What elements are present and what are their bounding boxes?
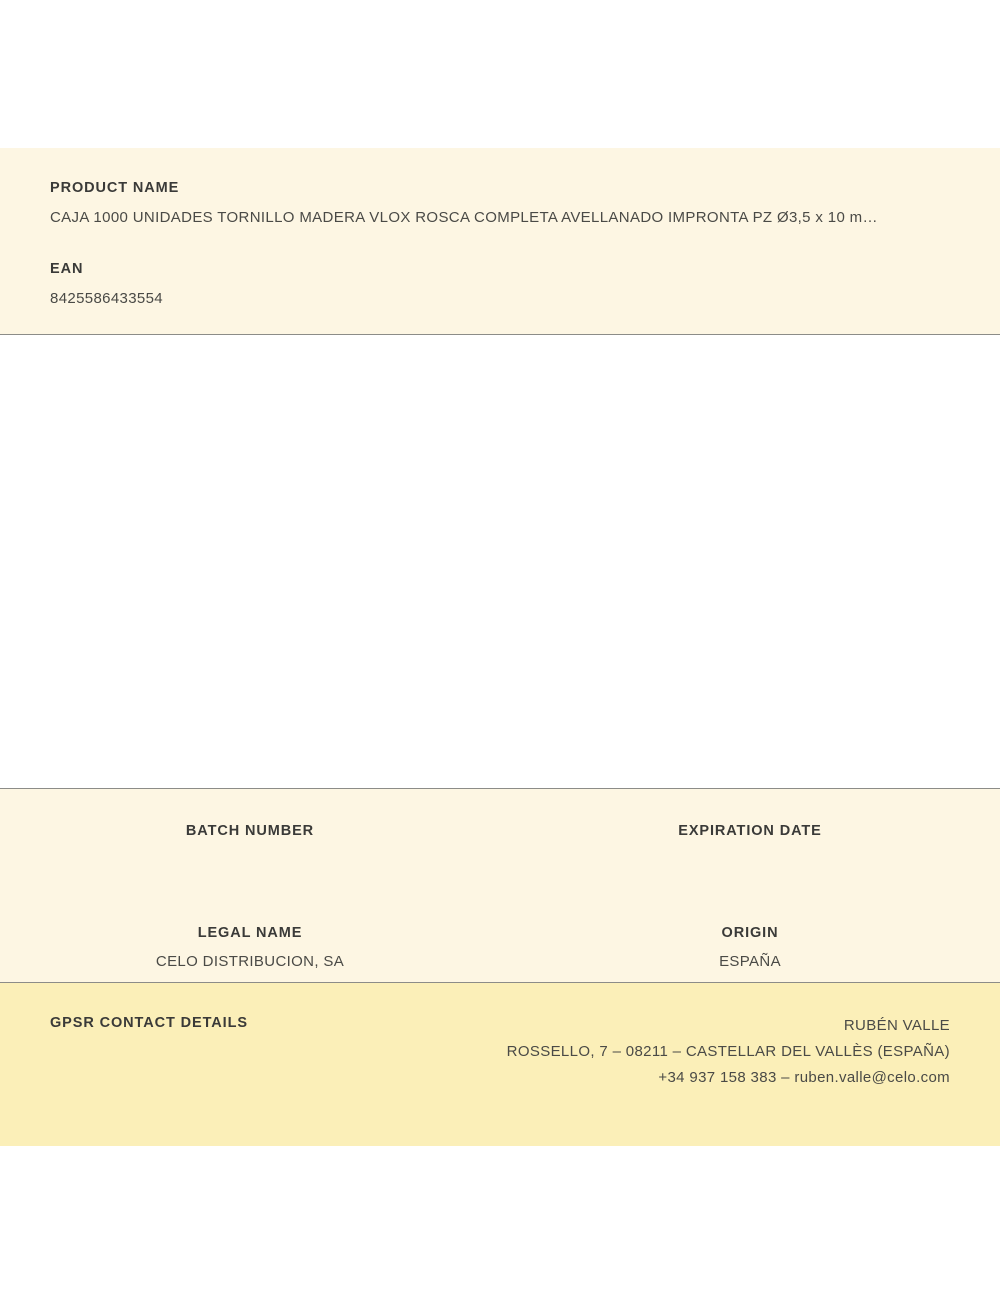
ean-label: EAN	[50, 261, 84, 277]
legal-origin-row	[0, 925, 1000, 941]
product-info-section	[0, 148, 1000, 335]
ean-value: 8425586433554	[50, 290, 163, 307]
batch-number-column	[0, 823, 500, 839]
batch-number-value-column	[0, 839, 500, 857]
legal-name-value: CELO DISTRIBUCION, SA	[155, 953, 345, 970]
legal-origin-gap	[0, 941, 1000, 953]
product-name-value: CAJA 1000 UNIDADES TORNILLO MADERA VLOX ROSCA COMPLETA AVELLANADO IMPRONTA PZ Ø3,5 x 10 m…	[50, 209, 878, 226]
batch-number-value	[0, 839, 500, 857]
batch-number-label: BATCH NUMBER	[185, 823, 315, 839]
middle-blank-area	[0, 335, 1000, 788]
batch-origin-section	[0, 788, 1000, 983]
gpsr-contact-details	[507, 1013, 950, 1091]
product-name-label: PRODUCT NAME	[50, 180, 180, 196]
gpsr-contact-section	[0, 983, 1000, 1146]
section-gap	[50, 226, 950, 261]
batch-expiration-values-row	[0, 839, 1000, 857]
gpsr-contact-address: ROSSELLO, 7 – 08211 – CASTELLAR DEL VALLÈS (ESPAÑA)	[506, 1043, 950, 1060]
origin-value: ESPAÑA	[719, 953, 781, 970]
expiration-date-value-column	[500, 839, 1000, 857]
expiration-date-value	[500, 839, 1000, 857]
legal-name-value-column	[0, 953, 500, 971]
expiration-date-label: EXPIRATION DATE	[678, 823, 822, 839]
legal-name-column	[0, 925, 500, 941]
legal-origin-values-row	[0, 953, 1000, 971]
batch-expiration-row	[0, 823, 1000, 839]
origin-value-column	[500, 953, 1000, 971]
expiration-date-column	[500, 823, 1000, 839]
batch-row-gap	[0, 857, 1000, 925]
top-blank-area	[0, 0, 1000, 148]
legal-name-label: LEGAL NAME	[197, 925, 303, 941]
bottom-blank-area	[0, 1146, 1000, 1300]
origin-column	[500, 925, 1000, 941]
gpsr-contact-phone-email: +34 937 158 383 – ruben.valle@celo.com	[658, 1069, 950, 1086]
origin-label: ORIGIN	[721, 925, 779, 941]
gpsr-contact-name: RUBÉN VALLE	[843, 1017, 950, 1034]
gpsr-contact-label: GPSR CONTACT DETAILS	[50, 1015, 248, 1031]
